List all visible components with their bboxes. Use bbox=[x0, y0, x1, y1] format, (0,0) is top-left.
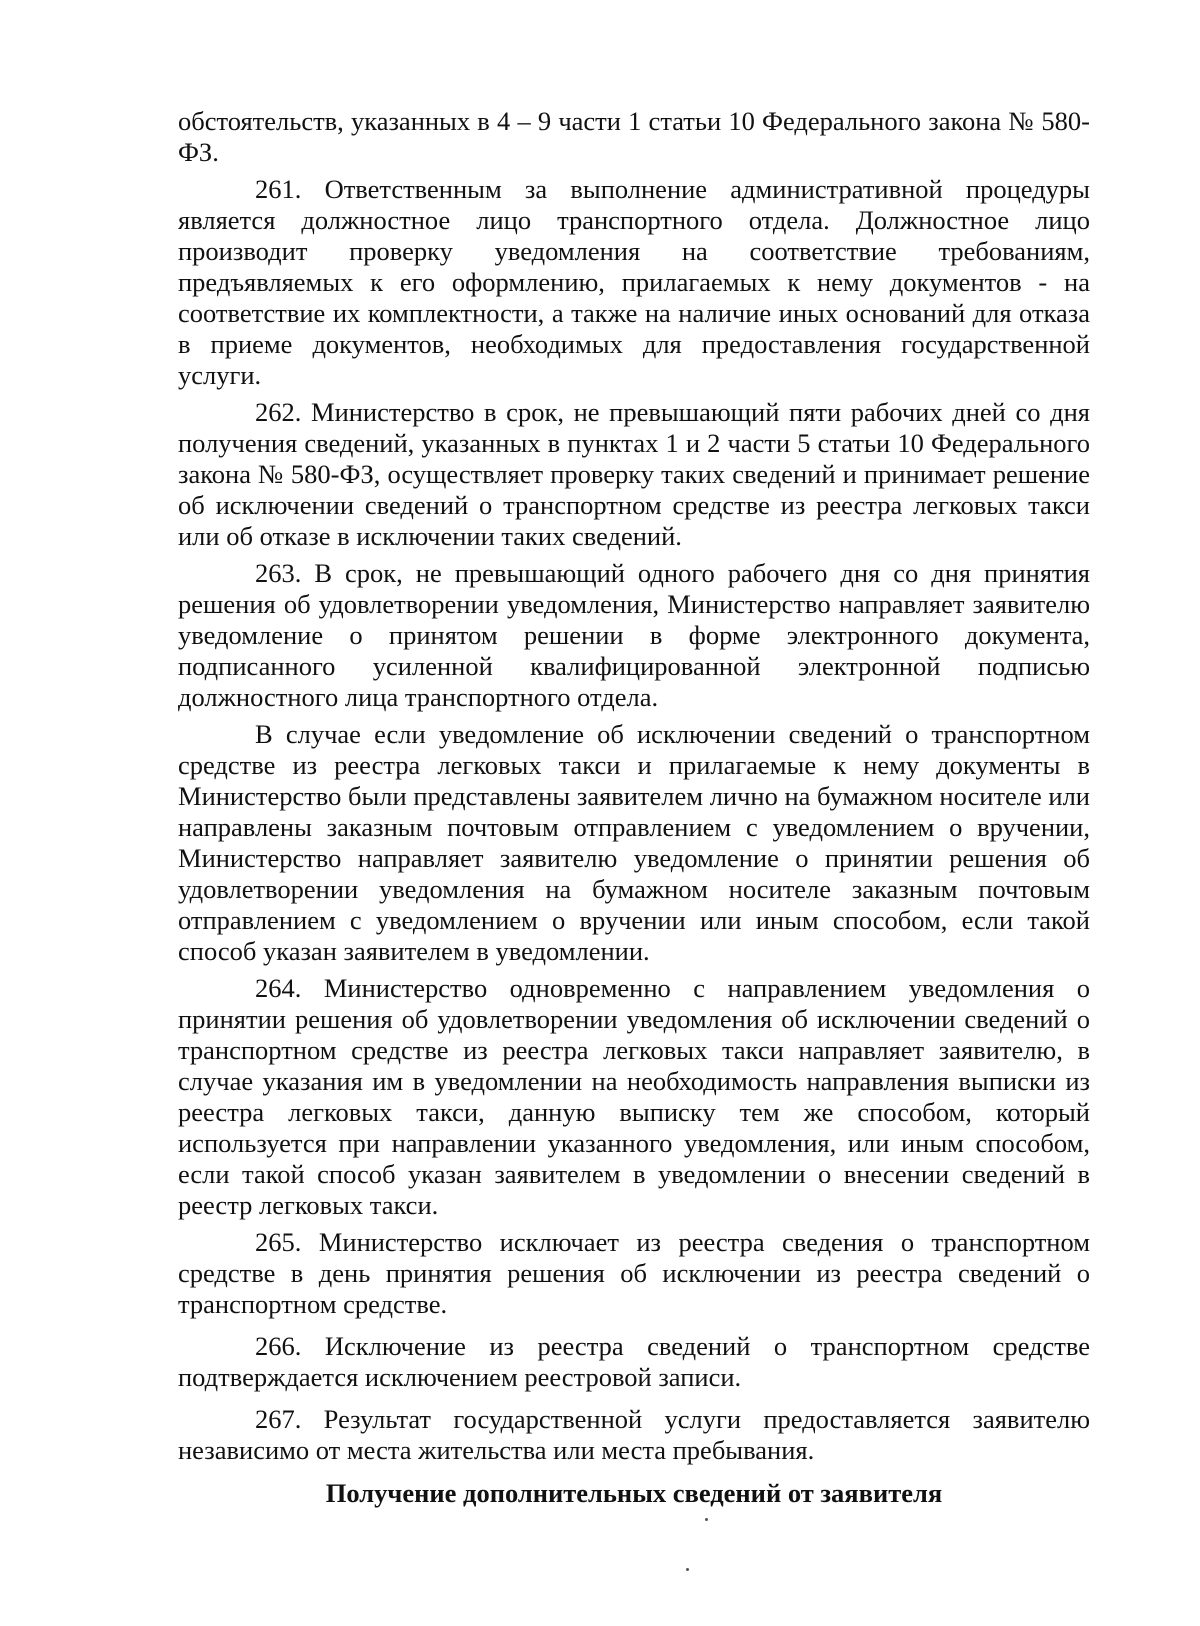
paragraph-265: 265. Министерство исключает из реестра сведения о транспортном средстве в день принятия решения об исключении из реестра сведений о транспортном средстве. bbox=[178, 1227, 1090, 1319]
paragraph-266: 266. Исключение из реестра сведений о транспортном средстве подтверждается исключением реестровой записи. bbox=[178, 1331, 1090, 1392]
section-heading: Получение дополнительных сведений от заявителя bbox=[325, 1478, 943, 1508]
paragraph-263: 263. В срок, не превышающий одного рабочего дня со дня принятия решения об удовлетворении уведомления, Министерство направляет заявителю уведомление о принятом решении в форме электронного документа, подписанного усиленной квалифицированной электронной подписью должностного лица транспортного отдела. bbox=[178, 558, 1090, 712]
document-body bbox=[178, 106, 1090, 1466]
paragraph-267: 267. Результат государственной услуги предоставляется заявителю независимо от места жительства или места пребывания. bbox=[178, 1404, 1090, 1465]
scan-speck bbox=[686, 1568, 689, 1571]
paragraph-continuation: обстоятельств, указанных в 4 – 9 части 1 статьи 10 Федерального закона № 580-ФЗ. bbox=[178, 106, 1090, 167]
paragraph-264: 264. Министерство одновременно с направлением уведомления о принятии решения об удовлетворении уведомления об исключении сведений о транспортном средстве из реестра легковых такси направляет заявителю, в случае указания им в уведомлении на необходимость направления выписки из реестра легковых такси, данную выписку тем же способом, который используется при направлении указанного уведомления, или иным способом, если такой способ указан заявителем в уведомлении о внесении сведений в реестр легковых такси. bbox=[178, 973, 1090, 1220]
paragraph-261: 261. Ответственным за выполнение административной процедуры является должностное лицо транспортного отдела. Должностное лицо производит проверку уведомления на соответствие требованиям, предъявляемых к его оформлению, прилагаемых к нему документов - на соответствие их комплектности, а также на наличие иных оснований для отказа в приеме документов, необходимых для предоставления государственной услуги. bbox=[178, 174, 1090, 390]
paragraph-263-continuation: В случае если уведомление об исключении сведений о транспортном средстве из реестра легковых такси и прилагаемые к нему документы в Министерство были представлены заявителем лично на бумажном носителе или направлены заказным почтовым отправлением с уведомлением о вручении, Министерство направляет заявителю уведомление о принятии решения об удовлетворении уведомления на бумажном носителе заказным почтовым отправлением с уведомлением о вручении или иным способом, если такой способ указан заявителем в уведомлении. bbox=[178, 719, 1090, 966]
paragraph-262: 262. Министерство в срок, не превышающий пяти рабочих дней со дня получения сведений, указанных в пунктах 1 и 2 части 5 статьи 10 Федерального закона № 580-ФЗ, осуществляет проверку таких сведений и принимает решение об исключении сведений о транспортном средстве из реестра легковых такси или об отказе в исключении таких сведений. bbox=[178, 397, 1090, 551]
scan-speck bbox=[705, 1518, 708, 1521]
